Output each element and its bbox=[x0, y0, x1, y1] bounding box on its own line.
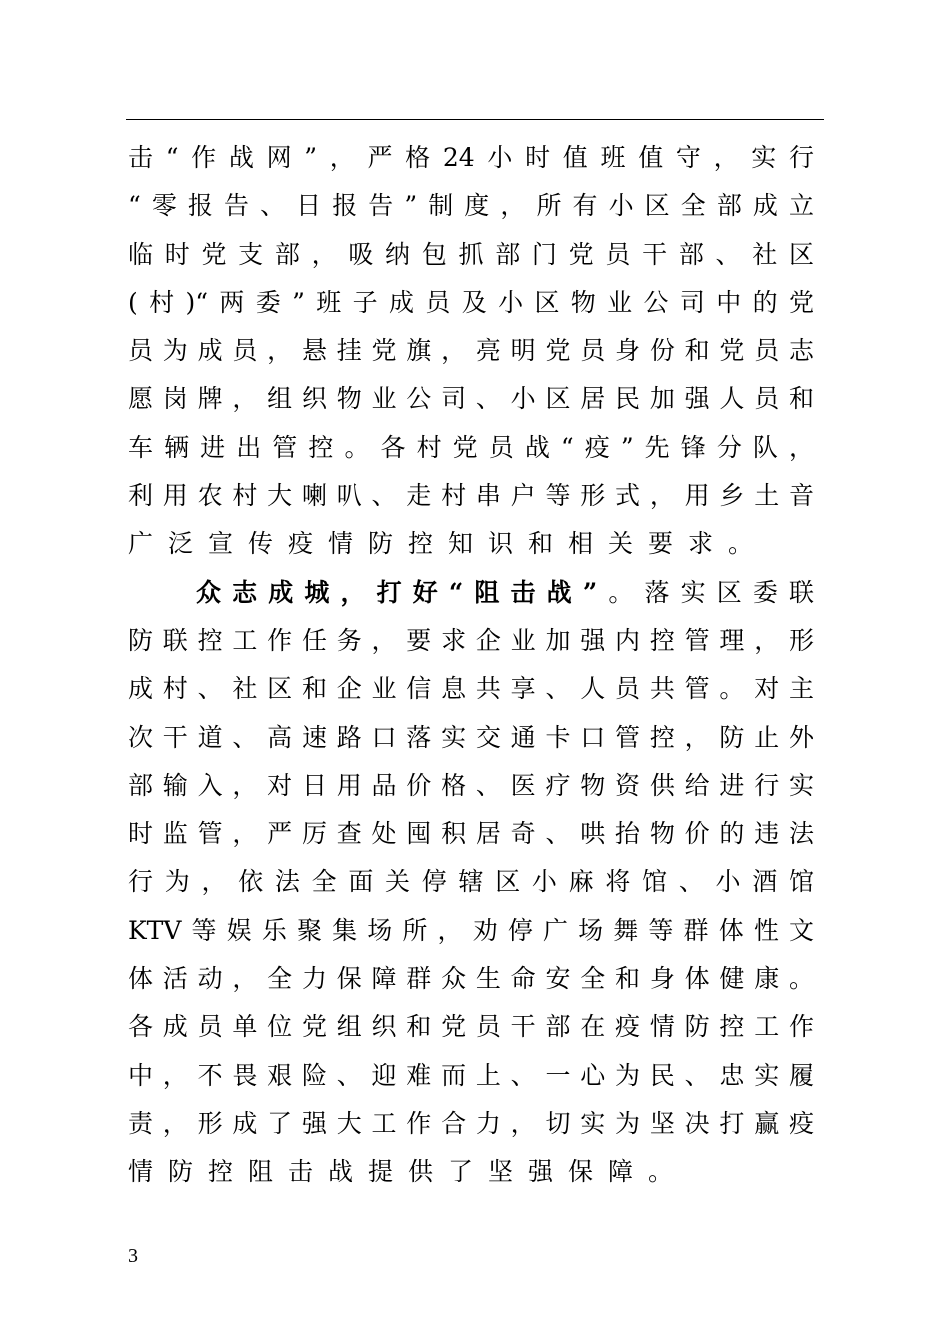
text-line: 次干道、高速路口落实交通卡口管控，防止外 bbox=[128, 722, 814, 752]
text-line: 中，不畏艰险、迎难而上、一心为民、忠实履 bbox=[128, 1060, 814, 1090]
text-line: 利用农村大喇叭、走村串户等形式，用乡土音 bbox=[128, 481, 814, 511]
heading-line-rest: 。落实区委联 bbox=[597, 577, 814, 607]
text-line: 车辆进出管控。各村党员战“疫”先锋分队， bbox=[128, 432, 814, 462]
text-line: 成村、社区和企业信息共享、人员共管。对主 bbox=[128, 674, 814, 704]
document-body bbox=[128, 134, 814, 1197]
paragraph-1 bbox=[128, 134, 814, 569]
paragraph-heading-line bbox=[128, 569, 814, 617]
text-line: “零报告、日报告”制度，所有小区全部成立 bbox=[128, 191, 814, 221]
text-line: 行为，依法全面关停辖区小麻将馆、小酒馆 bbox=[128, 867, 814, 897]
text-line: 击“作战网”，严格24小时值班值守，实行 bbox=[128, 143, 814, 172]
text-line: 时监管，严厉查处囤积居奇、哄抬物价的违法 bbox=[128, 819, 814, 849]
text-line: 防联控工作任务，要求企业加强内控管理，形 bbox=[128, 625, 814, 655]
text-line: KTV等娱乐聚集场所，劝停广场舞等群体性文 bbox=[128, 915, 814, 945]
text-line: 员为成员，悬挂党旗，亮明党员身份和党员志 bbox=[128, 336, 814, 366]
text-line: 临时党支部，吸纳包抓部门党员干部、社区 bbox=[128, 239, 814, 269]
paragraph-2 bbox=[128, 569, 814, 1197]
text-line: 愿岗牌，组织物业公司、小区居民加强人员和 bbox=[128, 384, 814, 414]
text-line: 广泛宣传疫情防控知识和相关要求。 bbox=[128, 529, 769, 559]
text-line: 责，形成了强大工作合力，切实为坚决打赢疫 bbox=[128, 1108, 814, 1138]
paragraph-heading: 众志成城，打好“阻击战” bbox=[196, 577, 598, 607]
text-line: 各成员单位党组织和党员干部在疫情防控工作 bbox=[128, 1012, 814, 1042]
header-rule bbox=[126, 119, 824, 120]
text-line: (村)“两委”班子成员及小区物业公司中的党 bbox=[128, 287, 814, 317]
text-line: 体活动，全力保障群众生命安全和身体健康。 bbox=[128, 964, 814, 994]
text-line: 情防控阻击战提供了坚强保障。 bbox=[128, 1157, 689, 1187]
page-number: 3 bbox=[128, 1245, 138, 1267]
text-line: 部输入，对日用品价格、医疗物资供给进行实 bbox=[128, 770, 814, 800]
